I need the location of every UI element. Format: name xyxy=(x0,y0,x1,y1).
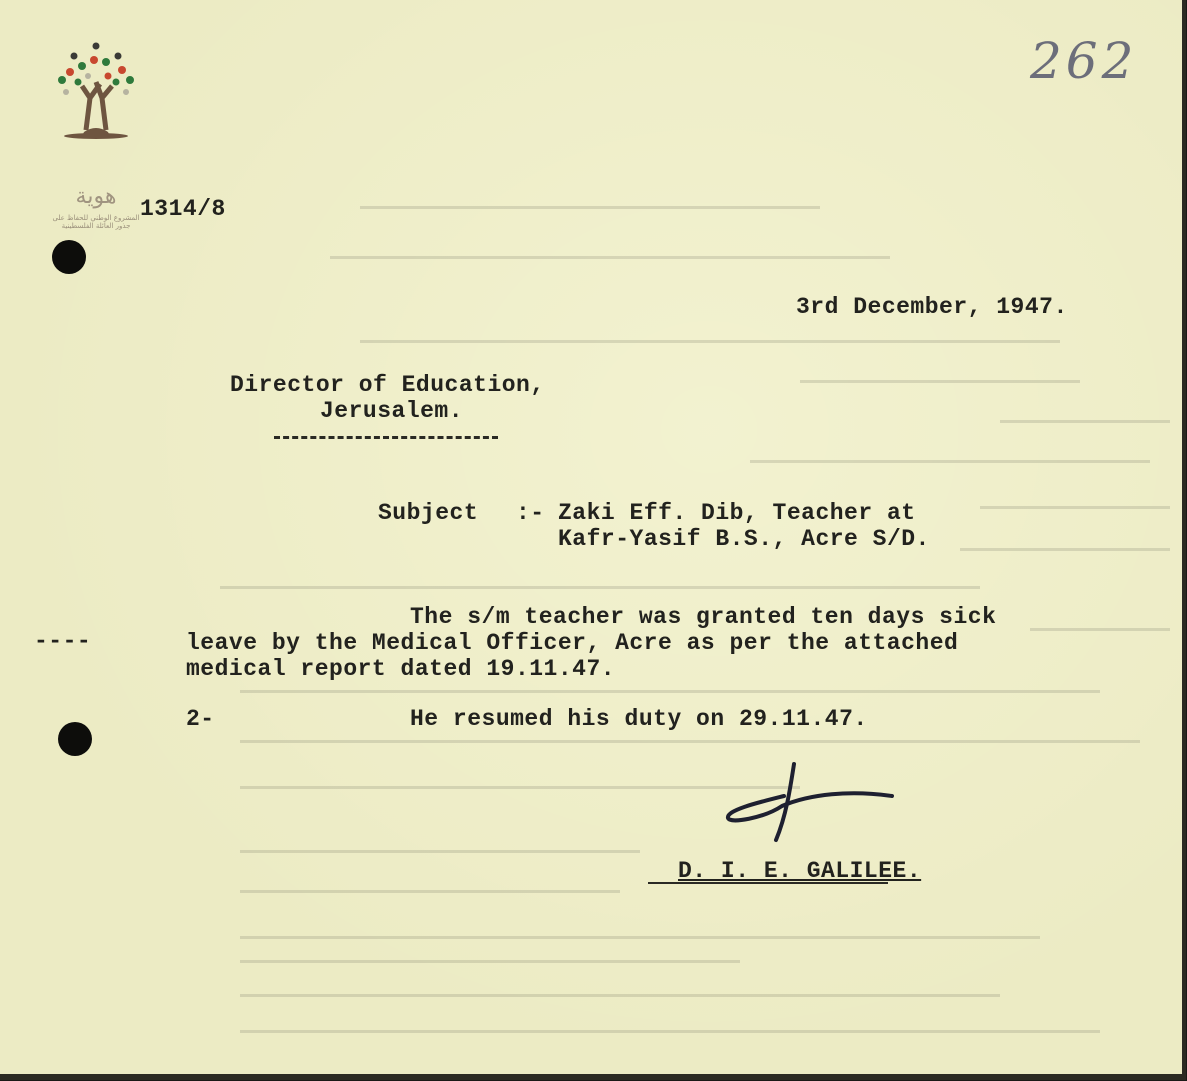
paragraph2-number: 2- xyxy=(186,706,215,732)
show-through-line xyxy=(220,586,980,589)
show-through-line xyxy=(360,206,820,209)
show-through-line xyxy=(980,506,1170,509)
logo-caption-line1: المشروع الوطني للحفاظ على xyxy=(52,214,140,222)
show-through-line xyxy=(240,994,1000,997)
family-tree-logo xyxy=(48,36,144,200)
show-through-line xyxy=(1000,420,1170,423)
subject-separator: :- xyxy=(516,500,545,526)
subject-label: Subject xyxy=(378,500,479,526)
show-through-line xyxy=(750,460,1150,463)
recipient-line2: Jerusalem. xyxy=(320,398,464,424)
paragraph2-text: He resumed his duty on 29.11.47. xyxy=(410,706,868,732)
show-through-line xyxy=(240,690,1100,693)
show-through-line xyxy=(1030,628,1170,631)
show-through-line xyxy=(240,890,620,893)
subject-line2: Kafr-Yasif B.S., Acre S/D. xyxy=(558,526,930,552)
logo-arabic-name: هوية xyxy=(75,184,117,209)
recipient-line1: Director of Education, xyxy=(230,372,545,398)
show-through-line xyxy=(960,548,1170,551)
margin-mark: ---- xyxy=(34,628,92,654)
recipient-underline xyxy=(274,436,498,439)
show-through-line xyxy=(240,786,800,789)
archive-page-number: 262 xyxy=(1030,32,1138,90)
paragraph1-line2: leave by the Medical Officer, Acre as per the attached xyxy=(186,630,959,656)
letter-date: 3rd December, 1947. xyxy=(796,294,1068,320)
signatory-underline xyxy=(648,882,888,884)
show-through-line xyxy=(240,936,1040,939)
logo-caption-line2: جذور العائلة الفلسطينية xyxy=(61,222,131,230)
show-through-line xyxy=(240,1030,1100,1033)
show-through-line xyxy=(240,740,1140,743)
logo-caption xyxy=(44,184,148,230)
subject-line1: Zaki Eff. Dib, Teacher at xyxy=(558,500,916,526)
show-through-line xyxy=(360,340,1060,343)
handwritten-signature xyxy=(720,760,900,844)
signatory-name: D. I. E. GALILEE. xyxy=(678,858,922,884)
punch-hole-top xyxy=(52,240,86,274)
punch-hole-bottom xyxy=(58,722,92,756)
show-through-line xyxy=(330,256,890,259)
show-through-line xyxy=(800,380,1080,383)
paragraph1-line1: The s/m teacher was granted ten days sick xyxy=(410,604,997,630)
reference-number: 1314/8 xyxy=(140,196,226,222)
paragraph1-line3: medical report dated 19.11.47. xyxy=(186,656,616,682)
show-through-line xyxy=(240,960,740,963)
show-through-line xyxy=(240,850,640,853)
